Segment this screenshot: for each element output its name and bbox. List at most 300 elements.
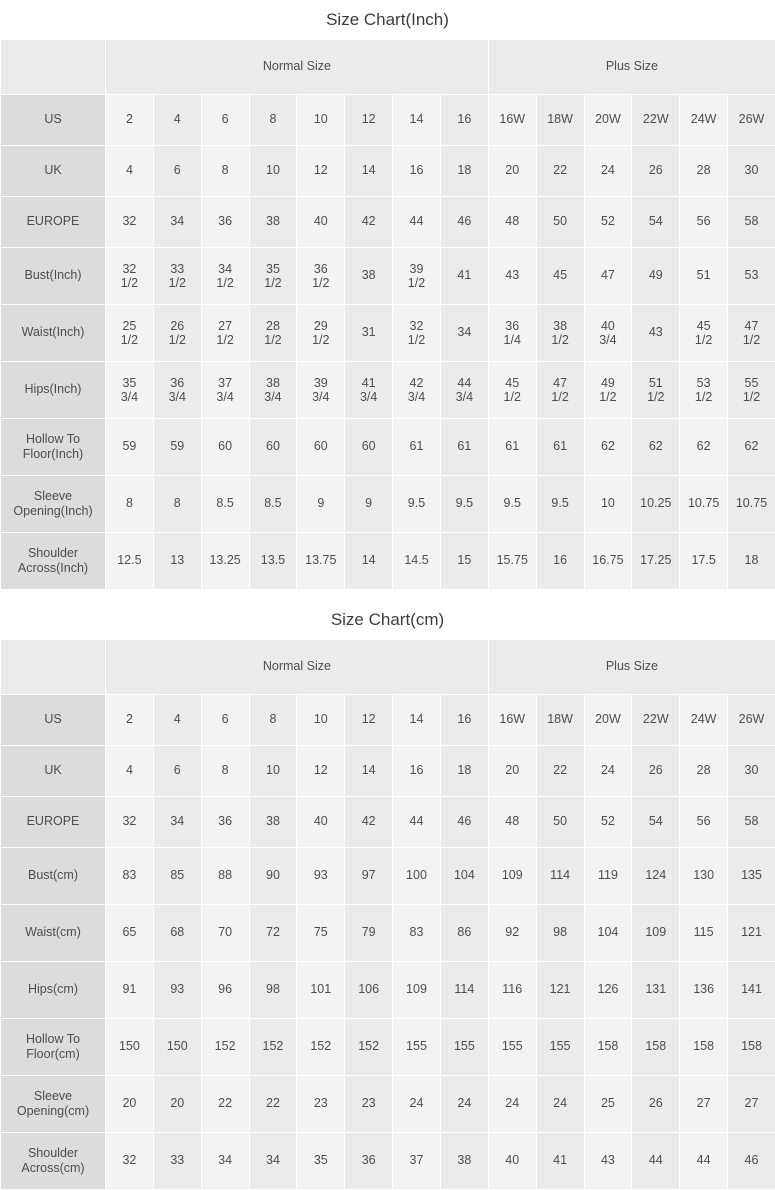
table-cell: 101: [297, 962, 345, 1019]
size-table: [0, 39, 775, 590]
table-row: [1, 905, 775, 962]
table-cell: 48: [488, 197, 536, 248]
table-cell: 38: [249, 197, 297, 248]
table-cell: 17.5: [680, 533, 728, 590]
table-cell: 9: [345, 476, 393, 533]
table-cell: 35 3/4: [106, 362, 154, 419]
table-cell: 37: [393, 1133, 441, 1190]
table-cell: 46: [728, 1133, 775, 1190]
table-cell: 13.5: [249, 533, 297, 590]
table-cell: 10: [249, 146, 297, 197]
table-cell: 18: [728, 533, 775, 590]
table-row: [1, 419, 775, 476]
row-label: Bust(cm): [1, 848, 106, 905]
table-cell: 38: [440, 1133, 488, 1190]
table-cell: 12: [297, 146, 345, 197]
table-cell: 35: [297, 1133, 345, 1190]
table-cell: 9: [297, 476, 345, 533]
table-cell: 16: [393, 146, 441, 197]
table-row: [1, 848, 775, 905]
table-cell: 25: [584, 1076, 632, 1133]
table-cell: 54: [632, 797, 680, 848]
table-cell: 9.5: [440, 476, 488, 533]
table-cell: 14: [393, 695, 441, 746]
table-cell: 40: [488, 1133, 536, 1190]
table-cell: 29 1/2: [297, 305, 345, 362]
table-cell: 24W: [680, 95, 728, 146]
table-cell: 51: [680, 248, 728, 305]
table-cell: 26: [632, 746, 680, 797]
table-cell: 155: [488, 1019, 536, 1076]
row-label: US: [1, 95, 106, 146]
table-cell: 22: [201, 1076, 249, 1133]
table-cell: 60: [345, 419, 393, 476]
table-cell: 45 1/2: [680, 305, 728, 362]
table-cell: 24W: [680, 695, 728, 746]
table-cell: 10.75: [728, 476, 775, 533]
row-label: Hollow To Floor(cm): [1, 1019, 106, 1076]
table-cell: 79: [345, 905, 393, 962]
table-cell: 59: [106, 419, 154, 476]
row-label: UK: [1, 746, 106, 797]
table-cell: 12: [345, 95, 393, 146]
table-cell: 62: [584, 419, 632, 476]
table-cell: 158: [632, 1019, 680, 1076]
table-cell: 34: [201, 1133, 249, 1190]
table-cell: 24: [536, 1076, 584, 1133]
table-cell: 4: [106, 146, 154, 197]
table-cell: 4: [106, 746, 154, 797]
table-cell: 40: [297, 197, 345, 248]
table-cell: 130: [680, 848, 728, 905]
table-cell: 22W: [632, 695, 680, 746]
table-cell: 32: [106, 197, 154, 248]
table-cell: 24: [440, 1076, 488, 1133]
table-cell: 50: [536, 797, 584, 848]
table-cell: 22W: [632, 95, 680, 146]
row-label: Waist(cm): [1, 905, 106, 962]
table-cell: 25 1/2: [106, 305, 154, 362]
table-cell: 150: [153, 1019, 201, 1076]
table-cell: 14: [345, 533, 393, 590]
table-cell: 135: [728, 848, 775, 905]
table-cell: 39 3/4: [297, 362, 345, 419]
table-cell: 6: [201, 695, 249, 746]
table-cell: 36 1/4: [488, 305, 536, 362]
table-cell: 97: [345, 848, 393, 905]
table-cell: 24: [584, 146, 632, 197]
table-cell: 27: [728, 1076, 775, 1133]
table-cell: 13: [153, 533, 201, 590]
table-cell: 39 1/2: [393, 248, 441, 305]
table-cell: 114: [536, 848, 584, 905]
table-cell: 16: [536, 533, 584, 590]
table-cell: 8: [249, 95, 297, 146]
table-cell: 12: [297, 746, 345, 797]
table-cell: 10: [249, 746, 297, 797]
table-cell: 104: [440, 848, 488, 905]
table-cell: 32 1/2: [393, 305, 441, 362]
group-header-plus: Plus Size: [488, 40, 775, 95]
table-cell: 9.5: [536, 476, 584, 533]
table-cell: 60: [297, 419, 345, 476]
table-cell: 6: [153, 746, 201, 797]
table-cell: 24: [488, 1076, 536, 1133]
table-cell: 41 3/4: [345, 362, 393, 419]
table-row: [1, 95, 775, 146]
table-cell: 36: [201, 197, 249, 248]
table-cell: 56: [680, 197, 728, 248]
table-cell: 88: [201, 848, 249, 905]
table-cell: 36 1/2: [297, 248, 345, 305]
table-cell: 40 3/4: [584, 305, 632, 362]
table-cell: 49: [632, 248, 680, 305]
table-row: [1, 248, 775, 305]
table-cell: 43: [632, 305, 680, 362]
table-cell: 158: [680, 1019, 728, 1076]
table-cell: 15.75: [488, 533, 536, 590]
table-cell: 6: [153, 146, 201, 197]
table-cell: 6: [201, 95, 249, 146]
row-label: Sleeve Opening(Inch): [1, 476, 106, 533]
table-cell: 12: [345, 695, 393, 746]
table-cell: 115: [680, 905, 728, 962]
table-cell: 23: [345, 1076, 393, 1133]
table-row: [1, 197, 775, 248]
table-cell: 52: [584, 797, 632, 848]
table-cell: 18W: [536, 95, 584, 146]
table-cell: 46: [440, 797, 488, 848]
table-cell: 60: [201, 419, 249, 476]
table-row: [1, 476, 775, 533]
table-cell: 16: [440, 95, 488, 146]
table-cell: 47 1/2: [728, 305, 775, 362]
group-header-row: [1, 40, 775, 95]
table-cell: 4: [153, 95, 201, 146]
table-cell: 141: [728, 962, 775, 1019]
table-cell: 14: [345, 146, 393, 197]
table-cell: 47: [584, 248, 632, 305]
table-cell: 20W: [584, 695, 632, 746]
table-cell: 155: [393, 1019, 441, 1076]
table-cell: 18: [440, 746, 488, 797]
table-cell: 16.75: [584, 533, 632, 590]
group-header-blank: [1, 40, 106, 95]
table-cell: 8: [106, 476, 154, 533]
table-cell: 18: [440, 146, 488, 197]
table-cell: 18W: [536, 695, 584, 746]
table-cell: 4: [153, 695, 201, 746]
table-cell: 20: [106, 1076, 154, 1133]
table-cell: 90: [249, 848, 297, 905]
group-header-normal: Normal Size: [106, 40, 489, 95]
table-row: [1, 146, 775, 197]
table-cell: 9.5: [488, 476, 536, 533]
table-cell: 47 1/2: [536, 362, 584, 419]
table-row: [1, 962, 775, 1019]
table-cell: 42: [345, 197, 393, 248]
table-cell: 83: [106, 848, 154, 905]
table-cell: 51 1/2: [632, 362, 680, 419]
table-cell: 48: [488, 797, 536, 848]
table-cell: 43: [584, 1133, 632, 1190]
row-label: Shoulder Across(cm): [1, 1133, 106, 1190]
table-cell: 31: [345, 305, 393, 362]
table-cell: 62: [680, 419, 728, 476]
table-cell: 93: [153, 962, 201, 1019]
table-cell: 126: [584, 962, 632, 1019]
table-cell: 68: [153, 905, 201, 962]
table-cell: 16W: [488, 695, 536, 746]
table-cell: 158: [584, 1019, 632, 1076]
table-cell: 44: [632, 1133, 680, 1190]
table-cell: 58: [728, 197, 775, 248]
table-cell: 23: [297, 1076, 345, 1133]
row-label: Sleeve Opening(cm): [1, 1076, 106, 1133]
table-cell: 8.5: [201, 476, 249, 533]
table-cell: 26 1/2: [153, 305, 201, 362]
table-row: [1, 362, 775, 419]
table-cell: 116: [488, 962, 536, 1019]
table-cell: 61: [393, 419, 441, 476]
row-label: EUROPE: [1, 197, 106, 248]
row-label: US: [1, 695, 106, 746]
table-cell: 42 3/4: [393, 362, 441, 419]
table-cell: 30: [728, 146, 775, 197]
table-cell: 12.5: [106, 533, 154, 590]
table-cell: 41: [536, 1133, 584, 1190]
table-row: [1, 695, 775, 746]
table-cell: 96: [201, 962, 249, 1019]
table-cell: 46: [440, 197, 488, 248]
table-cell: 22: [536, 146, 584, 197]
table-cell: 30: [728, 746, 775, 797]
table-cell: 155: [536, 1019, 584, 1076]
table-cell: 16W: [488, 95, 536, 146]
group-header-blank: [1, 640, 106, 695]
table-cell: 8.5: [249, 476, 297, 533]
table-cell: 20: [488, 746, 536, 797]
table-cell: 91: [106, 962, 154, 1019]
table-cell: 38 3/4: [249, 362, 297, 419]
size-chart-block: [0, 600, 775, 1190]
table-cell: 85: [153, 848, 201, 905]
chart-title: Size Chart(Inch): [0, 0, 775, 39]
size-table: [0, 639, 775, 1190]
table-cell: 10: [584, 476, 632, 533]
table-cell: 152: [297, 1019, 345, 1076]
table-cell: 28: [680, 146, 728, 197]
table-row: [1, 797, 775, 848]
table-cell: 83: [393, 905, 441, 962]
table-cell: 70: [201, 905, 249, 962]
table-cell: 86: [440, 905, 488, 962]
table-cell: 62: [632, 419, 680, 476]
table-cell: 136: [680, 962, 728, 1019]
row-label: Waist(Inch): [1, 305, 106, 362]
table-cell: 34: [249, 1133, 297, 1190]
table-cell: 26: [632, 146, 680, 197]
table-cell: 56: [680, 797, 728, 848]
table-cell: 53: [728, 248, 775, 305]
row-label: Shoulder Across(Inch): [1, 533, 106, 590]
table-cell: 10.75: [680, 476, 728, 533]
table-cell: 28: [680, 746, 728, 797]
table-cell: 155: [440, 1019, 488, 1076]
table-cell: 104: [584, 905, 632, 962]
table-cell: 53 1/2: [680, 362, 728, 419]
row-label: Hollow To Floor(Inch): [1, 419, 106, 476]
table-cell: 158: [728, 1019, 775, 1076]
table-cell: 24: [393, 1076, 441, 1133]
table-cell: 17.25: [632, 533, 680, 590]
table-cell: 38: [345, 248, 393, 305]
table-cell: 26W: [728, 695, 775, 746]
group-header-plus: Plus Size: [488, 640, 775, 695]
table-cell: 9.5: [393, 476, 441, 533]
table-cell: 152: [201, 1019, 249, 1076]
section-spacer: [0, 590, 775, 600]
table-cell: 13.25: [201, 533, 249, 590]
table-cell: 54: [632, 197, 680, 248]
table-cell: 50: [536, 197, 584, 248]
table-cell: 22: [536, 746, 584, 797]
table-cell: 36: [201, 797, 249, 848]
table-cell: 10.25: [632, 476, 680, 533]
table-cell: 20W: [584, 95, 632, 146]
table-cell: 34: [153, 797, 201, 848]
table-cell: 32: [106, 797, 154, 848]
table-cell: 45 1/2: [488, 362, 536, 419]
row-label: Hips(cm): [1, 962, 106, 1019]
table-cell: 35 1/2: [249, 248, 297, 305]
table-row: [1, 305, 775, 362]
table-cell: 60: [249, 419, 297, 476]
table-cell: 40: [297, 797, 345, 848]
table-cell: 14: [345, 746, 393, 797]
table-cell: 16: [440, 695, 488, 746]
table-cell: 22: [249, 1076, 297, 1133]
table-cell: 75: [297, 905, 345, 962]
table-cell: 24: [584, 746, 632, 797]
table-cell: 34: [440, 305, 488, 362]
table-cell: 8: [201, 146, 249, 197]
table-cell: 36 3/4: [153, 362, 201, 419]
table-cell: 20: [153, 1076, 201, 1133]
table-cell: 13.75: [297, 533, 345, 590]
table-cell: 8: [153, 476, 201, 533]
table-row: [1, 746, 775, 797]
row-label: UK: [1, 146, 106, 197]
table-cell: 44: [393, 797, 441, 848]
table-cell: 61: [536, 419, 584, 476]
table-row: [1, 1076, 775, 1133]
table-row: [1, 1019, 775, 1076]
table-cell: 98: [536, 905, 584, 962]
table-cell: 59: [153, 419, 201, 476]
table-cell: 36: [345, 1133, 393, 1190]
table-cell: 32: [106, 1133, 154, 1190]
table-cell: 61: [488, 419, 536, 476]
table-cell: 44 3/4: [440, 362, 488, 419]
table-cell: 109: [488, 848, 536, 905]
table-cell: 15: [440, 533, 488, 590]
table-cell: 62: [728, 419, 775, 476]
table-cell: 52: [584, 197, 632, 248]
table-cell: 26W: [728, 95, 775, 146]
table-cell: 16: [393, 746, 441, 797]
table-cell: 119: [584, 848, 632, 905]
size-chart-block: [0, 0, 775, 590]
table-cell: 34: [153, 197, 201, 248]
table-cell: 58: [728, 797, 775, 848]
table-cell: 61: [440, 419, 488, 476]
table-cell: 34 1/2: [201, 248, 249, 305]
table-row: [1, 1133, 775, 1190]
table-cell: 27: [680, 1076, 728, 1133]
table-cell: 14: [393, 95, 441, 146]
table-cell: 152: [345, 1019, 393, 1076]
table-cell: 2: [106, 695, 154, 746]
table-cell: 38 1/2: [536, 305, 584, 362]
table-cell: 100: [393, 848, 441, 905]
table-cell: 152: [249, 1019, 297, 1076]
table-cell: 10: [297, 95, 345, 146]
table-cell: 121: [536, 962, 584, 1019]
table-cell: 10: [297, 695, 345, 746]
table-row: [1, 533, 775, 590]
table-cell: 98: [249, 962, 297, 1019]
table-cell: 41: [440, 248, 488, 305]
table-cell: 49 1/2: [584, 362, 632, 419]
table-cell: 45: [536, 248, 584, 305]
group-header-normal: Normal Size: [106, 640, 489, 695]
table-cell: 124: [632, 848, 680, 905]
table-cell: 28 1/2: [249, 305, 297, 362]
table-cell: 43: [488, 248, 536, 305]
table-cell: 72: [249, 905, 297, 962]
table-cell: 38: [249, 797, 297, 848]
table-cell: 26: [632, 1076, 680, 1133]
table-cell: 150: [106, 1019, 154, 1076]
table-cell: 114: [440, 962, 488, 1019]
table-cell: 14.5: [393, 533, 441, 590]
table-cell: 44: [393, 197, 441, 248]
table-cell: 8: [201, 746, 249, 797]
table-cell: 2: [106, 95, 154, 146]
table-cell: 27 1/2: [201, 305, 249, 362]
group-header-row: [1, 640, 775, 695]
table-cell: 32 1/2: [106, 248, 154, 305]
table-cell: 65: [106, 905, 154, 962]
table-cell: 20: [488, 146, 536, 197]
table-cell: 106: [345, 962, 393, 1019]
table-cell: 37 3/4: [201, 362, 249, 419]
row-label: EUROPE: [1, 797, 106, 848]
table-cell: 93: [297, 848, 345, 905]
table-cell: 44: [680, 1133, 728, 1190]
row-label: Hips(Inch): [1, 362, 106, 419]
row-label: Bust(Inch): [1, 248, 106, 305]
table-cell: 92: [488, 905, 536, 962]
table-cell: 121: [728, 905, 775, 962]
table-cell: 131: [632, 962, 680, 1019]
table-cell: 33: [153, 1133, 201, 1190]
table-cell: 55 1/2: [728, 362, 775, 419]
table-cell: 42: [345, 797, 393, 848]
table-cell: 8: [249, 695, 297, 746]
table-cell: 109: [632, 905, 680, 962]
